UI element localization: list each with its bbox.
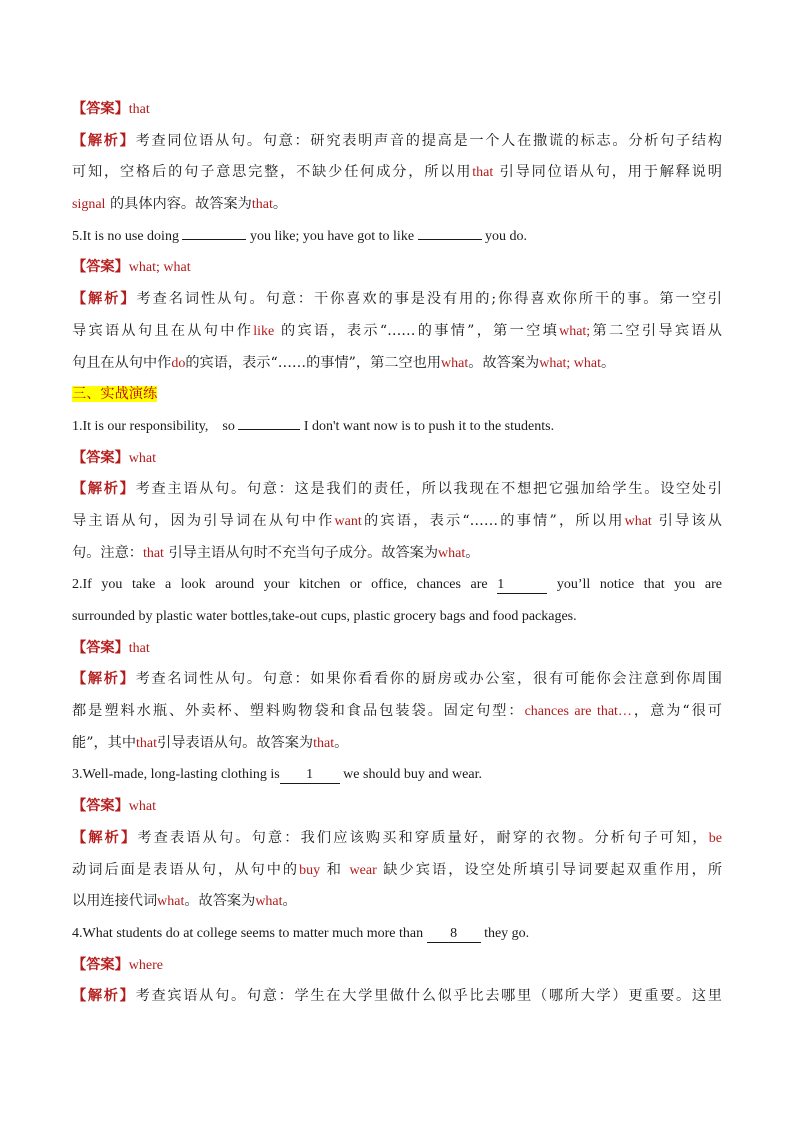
answer-line: 【答案】what; what	[72, 259, 191, 276]
blank: 8	[427, 925, 481, 943]
blank: 1	[280, 766, 340, 784]
analysis-line: signal 的具体内容。故答案为that。	[72, 196, 288, 213]
question-line: surrounded by plastic water bottles,take-out cups, plastic grocery bags and food packages.	[72, 609, 577, 624]
analysis-line: 以用连接代词what。故答案为what。	[72, 893, 297, 910]
section-heading: 三、实战演练	[72, 386, 158, 403]
blank	[182, 239, 246, 240]
blank	[238, 429, 300, 430]
analysis-line: 【解析】考查表语从句。句意：我们应该购买和穿质量好，耐穿的衣物。分析句子可知，be	[72, 829, 722, 846]
analysis-line: 都是塑料水瓶、外卖杯、塑料购物袋和食品包装袋。固定句型：chances are that…，意为“很可	[72, 703, 722, 720]
analysis-line: 句且在从句中作do的宾语，表示“……的事情”，第二空也用what。故答案为what; what。	[72, 354, 616, 371]
document-page	[72, 94, 722, 1013]
analysis-line: 可知，空格后的句子意思完整，不缺少任何成分，所以用that 引导同位语从句，用于解释说明	[72, 164, 722, 181]
analysis-line: 导主语从句，因为引导词在从句中作want的宾语，表示“……的事情”，所以用what 引导该从	[72, 512, 722, 529]
answer-line: 【答案】what	[72, 798, 156, 815]
analysis-line: 动词后面是表语从句，从句中的buy 和 wear 缺少宾语，设空处所填引导词要起双重作用，所	[72, 861, 722, 878]
answer-line: 【答案】that	[72, 639, 150, 656]
question-line: 4.What students do at college seems to matter much more than 8 they go.	[72, 925, 530, 941]
question-line: 3.Well-made, long-lasting clothing is 1 we should buy and wear.	[72, 767, 482, 783]
question-line: 2.If you take a look around your kitchen or office, chances are 1 you’ll notice that you are	[72, 577, 722, 593]
analysis-line: 句。注意：that 引导主语从句时不充当句子成分。故答案为what。	[72, 544, 480, 561]
analysis-line: 【解析】考查名词性从句。句意：如果你看看你的厨房或办公室，很有可能你会注意到你周围	[72, 671, 722, 688]
answer-line: 【答案】where	[72, 956, 163, 973]
analysis-line: 能”，其中that引导表语从句。故答案为that。	[72, 734, 349, 751]
answer-line: 【答案】that	[72, 101, 150, 117]
analysis-line: 【解析】考查宾语从句。句意：学生在大学里做什么似乎比去哪里（哪所大学）更重要。这里	[72, 988, 722, 1005]
answer-line: 【答案】what	[72, 449, 156, 466]
analysis-line: 【解析】考查主语从句。句意：这是我们的责任，所以我现在不想把它强加给学生。设空处引	[72, 481, 722, 498]
question-line: 1.It is our responsibility, so I don't want now is to push it to the students.	[72, 418, 555, 434]
analysis-line: 【解析】考查名词性从句。句意：干你喜欢的事是没有用的;你得喜欢你所干的事。第一空引	[72, 291, 722, 308]
analysis-line: 导宾语从句且在从句中作like 的宾语，表示“……的事情”，第一空填what;第二空引导宾语从	[72, 322, 722, 339]
blank	[418, 239, 482, 240]
question-line: 5.It is no use doing you like; you have got to like you do.	[72, 228, 528, 244]
blank: 1	[497, 576, 547, 594]
analysis-line: 【解析】考查同位语从句。句意：研究表明声音的提高是一个人在撒谎的标志。分析句子结构	[72, 132, 722, 149]
